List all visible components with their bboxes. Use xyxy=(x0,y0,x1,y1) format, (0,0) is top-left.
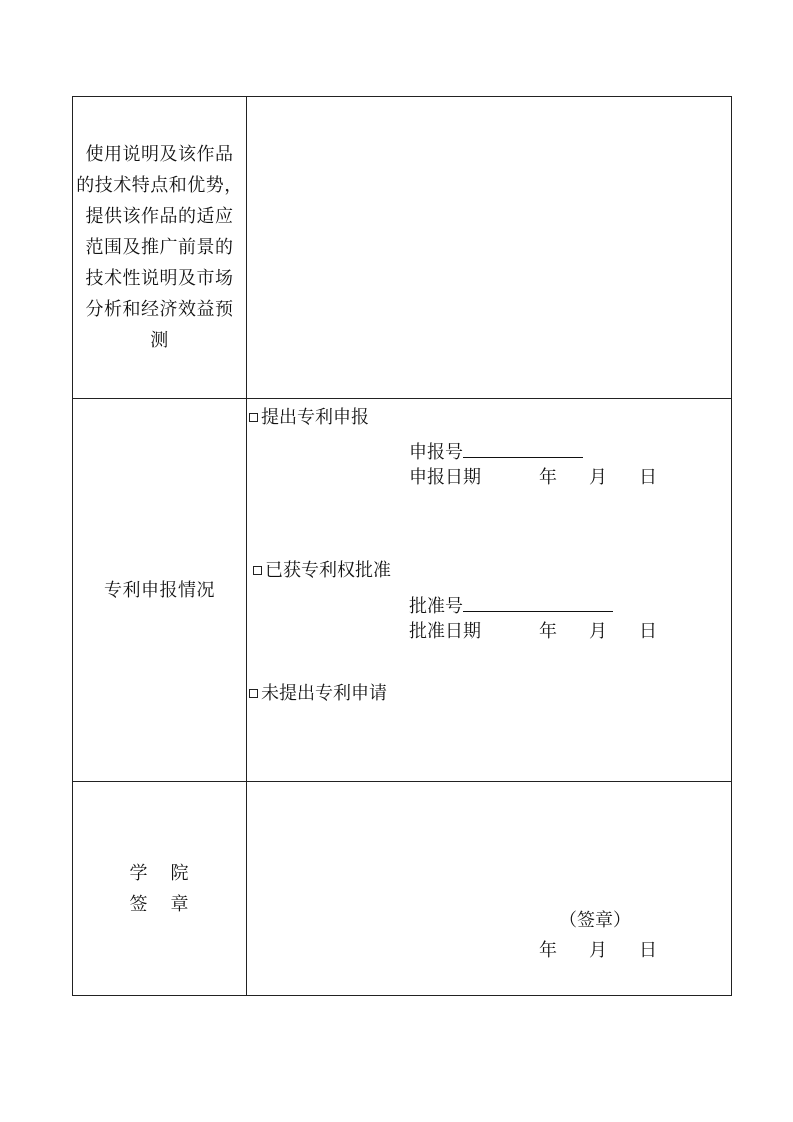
description-label-line: 范围及推广前景的 xyxy=(85,237,234,258)
patent-applied-label: 提出专利申报 xyxy=(261,407,369,428)
patent-applied-checkbox[interactable] xyxy=(249,413,258,422)
application-date-row xyxy=(409,467,657,489)
application-date-year: 年 xyxy=(539,467,557,488)
description-content-field[interactable] xyxy=(247,97,732,399)
application-date-day: 日 xyxy=(639,467,657,488)
grant-date-day: 日 xyxy=(639,621,657,642)
application-date-month: 月 xyxy=(589,467,607,488)
application-number-row xyxy=(409,437,583,464)
application-number-field[interactable] xyxy=(463,437,583,458)
patent-status-cell xyxy=(247,399,732,782)
description-label-line: 技术性说明及市场 xyxy=(85,268,234,289)
description-label-line: 提供该作品的适应 xyxy=(85,206,234,227)
description-row xyxy=(73,97,732,399)
patent-applied-option[interactable] xyxy=(249,407,369,429)
patent-granted-checkbox[interactable] xyxy=(253,566,262,575)
seal-label-line2 xyxy=(73,889,246,920)
seal-label-char: 章 xyxy=(170,893,190,915)
patent-granted-label: 已获专利权批准 xyxy=(265,560,391,581)
seal-row xyxy=(73,782,732,996)
description-label-line: 测 xyxy=(150,330,169,351)
seal-cell[interactable] xyxy=(247,782,732,996)
grant-number-field[interactable] xyxy=(463,591,613,612)
patent-granted-option[interactable] xyxy=(253,560,391,582)
seal-date-row xyxy=(539,940,657,962)
grant-date-year: 年 xyxy=(539,621,557,642)
grant-number-row xyxy=(409,591,613,618)
seal-date-day: 日 xyxy=(639,940,657,961)
application-form-table xyxy=(72,96,732,996)
seal-label-char: 学 xyxy=(129,862,149,884)
seal-label xyxy=(73,782,247,996)
patent-none-checkbox[interactable] xyxy=(249,689,258,698)
grant-date-row xyxy=(409,621,657,643)
patent-none-label: 未提出专利申请 xyxy=(261,683,387,704)
seal-label-line1 xyxy=(73,858,246,889)
seal-label-char: 签 xyxy=(129,893,149,915)
patent-none-option[interactable] xyxy=(249,683,387,705)
description-label xyxy=(73,97,247,399)
description-label-line: 使用说明及该作品 xyxy=(85,144,234,165)
seal-date-year: 年 xyxy=(539,940,557,961)
grant-date-month: 月 xyxy=(589,621,607,642)
application-number-label: 申报号 xyxy=(409,442,463,463)
seal-date-month: 月 xyxy=(589,940,607,961)
patent-status-label: 专利申报情况 xyxy=(73,399,247,782)
application-date-label: 申报日期 xyxy=(409,467,481,488)
description-label-line: 的技术特点和优势， xyxy=(76,175,243,196)
description-label-line: 分析和经济效益预 xyxy=(85,299,234,320)
seal-label-char: 院 xyxy=(170,862,190,884)
grant-date-label: 批准日期 xyxy=(409,621,481,642)
stamp-note: （签章） xyxy=(559,910,631,931)
grant-number-label: 批准号 xyxy=(409,596,463,617)
patent-row xyxy=(73,399,732,782)
